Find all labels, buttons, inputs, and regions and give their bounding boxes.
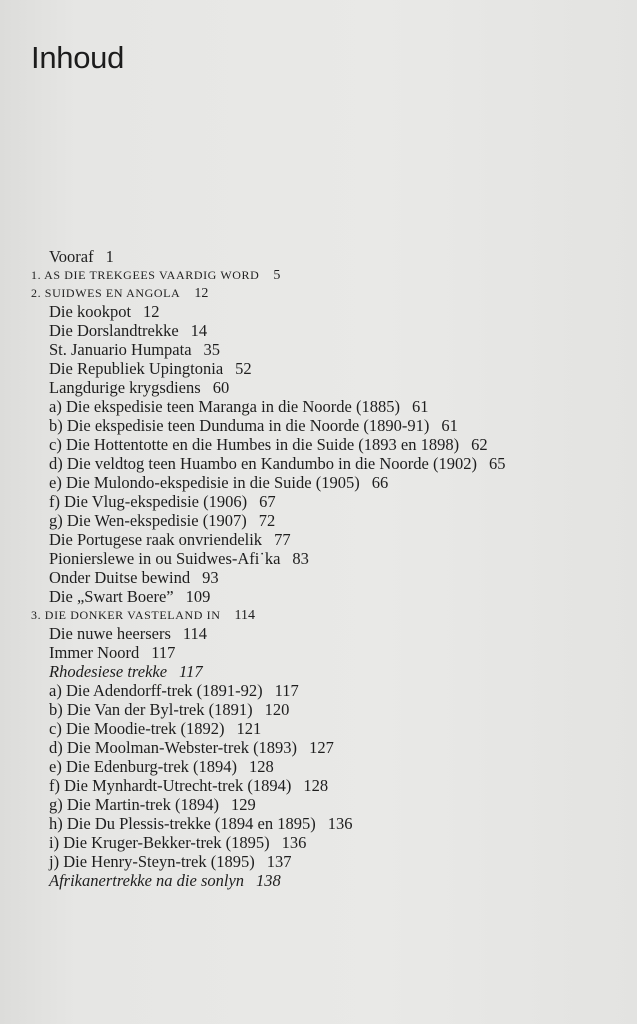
- toc-entry: [31, 454, 621, 473]
- toc-entry-title: c) Die Hottentotte en die Humbes in die Suide (1893 en 1898): [49, 435, 460, 454]
- toc-page-number: 137: [266, 852, 292, 871]
- toc-entry-title: Afrikanertrekke na die sonlyn: [49, 871, 245, 890]
- toc-page-number: 129: [231, 795, 256, 814]
- toc-entry-title: g) Die Martin-trek (1894): [49, 795, 219, 814]
- table-of-contents: [31, 247, 621, 890]
- toc-chapter: [31, 284, 621, 302]
- toc-entry: [31, 247, 621, 266]
- toc-page-number: 109: [185, 587, 211, 606]
- toc-entry: [31, 719, 621, 738]
- toc-entry: [31, 321, 621, 340]
- toc-entry-title: Die „Swart Boere”: [49, 587, 174, 606]
- toc-page-number: 5: [273, 268, 281, 283]
- toc-chapter: [31, 266, 621, 284]
- toc-page-number: 138: [256, 871, 281, 890]
- toc-page-number: 128: [249, 757, 274, 776]
- toc-page-number: 120: [264, 700, 290, 719]
- toc-page-number: 61: [441, 416, 458, 435]
- toc-page-number: 117: [179, 662, 203, 681]
- toc-page-number: 136: [327, 814, 353, 833]
- toc-page-number: 52: [235, 359, 252, 378]
- toc-page-number: 127: [309, 738, 334, 757]
- toc-entry-title: b) Die Van der Byl-trek (1891): [49, 700, 253, 719]
- toc-entry-title: 1. AS DIE TREKGEES VAARDIG WORD: [31, 268, 260, 282]
- page-title: Inhoud: [31, 40, 125, 75]
- toc-entry: [31, 378, 621, 397]
- toc-entry: [31, 568, 621, 587]
- toc-entry-title: Die Republiek Upingtonia: [49, 359, 224, 378]
- toc-entry-title: a) Die Adendorff-trek (1891-92): [49, 681, 263, 700]
- toc-entry-title: g) Die Wen-ekspedisie (1907): [49, 511, 247, 530]
- toc-entry: [31, 738, 621, 757]
- toc-page-number: 83: [292, 549, 309, 568]
- toc-page-number: 12: [143, 302, 160, 321]
- toc-page-number: 65: [488, 454, 506, 473]
- toc-chapter: [31, 606, 621, 624]
- toc-entry-title: j) Die Henry-Steyn-trek (1895): [49, 852, 255, 871]
- toc-entry: [31, 776, 621, 795]
- toc-page-number: 61: [411, 397, 429, 416]
- toc-page-number: 62: [471, 435, 488, 454]
- toc-entry: [31, 852, 621, 871]
- toc-entry-title: d) Die veldtog teen Huambo en Kandumbo in die Noorde (1902): [49, 454, 477, 473]
- toc-page-number: 1: [105, 247, 114, 266]
- toc-entry: [31, 757, 621, 776]
- toc-page-number: 72: [258, 511, 276, 530]
- toc-entry: [31, 587, 621, 606]
- toc-entry-title: d) Die Moolman-Webster-trek (1893): [49, 738, 298, 757]
- toc-entry-title: b) Die ekspedisie teen Dunduma in die Noorde (1890-91): [49, 416, 430, 435]
- toc-page-number: 77: [274, 530, 291, 549]
- toc-entry: [31, 814, 621, 833]
- toc-entry: [31, 681, 621, 700]
- toc-page-number: 66: [371, 473, 389, 492]
- toc-entry: [31, 700, 621, 719]
- toc-entry-title: e) Die Mulondo-ekspedisie in die Suide (1905): [49, 473, 360, 492]
- toc-page-number: 117: [274, 681, 299, 700]
- toc-entry: [31, 302, 621, 321]
- toc-entry: [31, 833, 621, 852]
- toc-entry-title: Rhodesiese trekke: [49, 662, 168, 681]
- toc-entry: [31, 340, 621, 359]
- toc-entry-title: f) Die Vlug-ekspedisie (1906): [49, 492, 248, 511]
- toc-page-number: 67: [259, 492, 276, 511]
- toc-page-number: 136: [281, 833, 307, 852]
- toc-page-number: 114: [182, 624, 208, 643]
- toc-entry: [31, 549, 621, 568]
- toc-entry-title: Immer Noord: [49, 643, 140, 662]
- toc-entry: [31, 643, 621, 662]
- toc-entry: [31, 492, 621, 511]
- toc-entry: [31, 530, 621, 549]
- toc-entry: [31, 397, 621, 416]
- toc-page-number: 128: [303, 776, 329, 795]
- toc-entry-title: e) Die Edenburg-trek (1894): [49, 757, 238, 776]
- toc-entry: [31, 435, 621, 454]
- toc-entry-title: Die Portugese raak onvriendelik: [49, 530, 263, 549]
- toc-entry: [31, 795, 621, 814]
- toc-page-number: 60: [212, 378, 230, 397]
- toc-entry-title: Pionierslewe in ou Suidwes-Afi˙ka: [49, 549, 281, 568]
- toc-entry-title: 3. DIE DONKER VASTELAND IN: [31, 608, 221, 622]
- toc-entry-title: f) Die Mynhardt-Utrecht-trek (1894): [49, 776, 292, 795]
- toc-entry-title: Die kookpot: [49, 302, 132, 321]
- toc-page-number: 114: [234, 608, 255, 623]
- toc-entry: [31, 473, 621, 492]
- toc-entry: [31, 871, 621, 890]
- toc-page-number: 12: [194, 286, 209, 301]
- toc-entry-title: St. Januario Humpata: [49, 340, 192, 359]
- toc-entry-title: Onder Duitse bewind: [49, 568, 191, 587]
- toc-page-number: 121: [236, 719, 262, 738]
- toc-entry-title: Die Dorslandtrekke: [49, 321, 179, 340]
- toc-entry: [31, 359, 621, 378]
- toc-entry-title: i) Die Kruger-Bekker-trek (1895): [49, 833, 270, 852]
- toc-entry: [31, 416, 621, 435]
- toc-entry-title: Vooraf: [49, 247, 94, 266]
- toc-entry-title: Die nuwe heersers: [49, 624, 171, 643]
- toc-entry-title: 2. SUIDWES EN ANGOLA: [31, 286, 181, 300]
- toc-entry-title: a) Die ekspedisie teen Maranga in die Noorde (1885): [49, 397, 400, 416]
- toc-page-number: 117: [151, 643, 176, 662]
- toc-page-number: 93: [202, 568, 219, 587]
- toc-entry: [31, 511, 621, 530]
- toc-entry: [31, 662, 621, 681]
- toc-entry-title: h) Die Du Plessis-trekke (1894 en 1895): [49, 814, 316, 833]
- toc-entry-title: Langdurige krygsdiens: [49, 378, 201, 397]
- toc-page-number: 35: [203, 340, 221, 359]
- toc-entry: [31, 624, 621, 643]
- toc-page-number: 14: [190, 321, 208, 340]
- toc-entry-title: c) Die Moodie-trek (1892): [49, 719, 225, 738]
